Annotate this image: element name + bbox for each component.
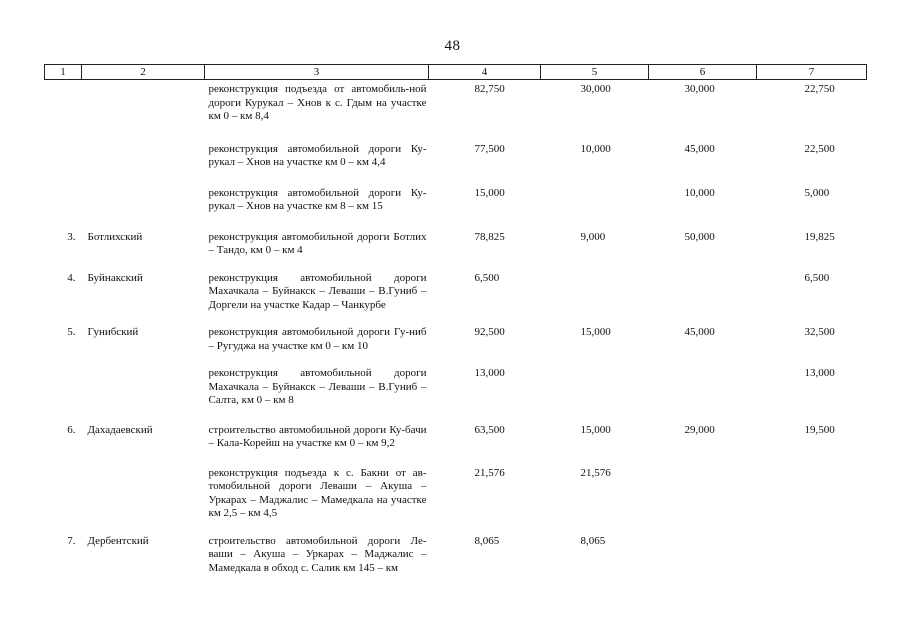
table-body <box>45 80 867 576</box>
value-col-7: 19,500 <box>804 423 835 436</box>
page-number: 48 <box>444 38 461 54</box>
value-col-7: 32,500 <box>804 326 835 338</box>
table-header <box>45 65 867 80</box>
row-number: 7. <box>67 534 76 547</box>
value-col-4: 15,000 <box>474 186 505 199</box>
project-description: реконструкция автомобильной дороги Махачкала – Буйнакск – Леваши – В.Гуниб – Доргели на участке Кадар – Чанкурбе <box>208 271 427 311</box>
column-header-6: 6 <box>649 65 757 80</box>
table-row <box>45 353 867 408</box>
district-name: Ботлихский <box>87 230 143 243</box>
column-header-4: 4 <box>429 65 541 80</box>
row-number <box>45 170 82 214</box>
column-header-3: 3 <box>205 65 429 80</box>
value-col-4: 77,500 <box>474 142 505 155</box>
value-col-5: 15,000 <box>580 326 611 338</box>
district-name: Буйнакский <box>87 271 143 284</box>
project-description: реконструкция автомобильной дороги Ку-рукал – Хнов на участке км 0 – км 4,4 <box>208 142 427 168</box>
value-col-5 <box>541 170 649 214</box>
row-number <box>45 353 82 408</box>
value-col-5: 21,576 <box>580 466 611 479</box>
value-col-4: 6,500 <box>474 271 500 284</box>
value-col-5: 30,000 <box>580 83 611 95</box>
project-description: строительство автомобильной дороги Ку-бачи – Кала-Корейш на участке км 0 – км 9,2 <box>208 423 427 449</box>
value-col-7 <box>757 451 867 521</box>
table-row <box>45 451 867 521</box>
district-name <box>82 353 205 408</box>
value-col-7: 6,500 <box>804 271 830 284</box>
funding-table <box>44 64 867 575</box>
column-header-5: 5 <box>541 65 649 80</box>
project-description: реконструкция подъезда от автомобиль-ной дороги Курукал – Хнов к с. Гдым на участке км 0 – км 8,4 <box>208 83 427 122</box>
value-col-4: 8,065 <box>474 534 500 547</box>
value-col-6: 50,000 <box>684 230 715 243</box>
row-number <box>45 80 82 124</box>
value-col-7: 22,750 <box>804 83 835 95</box>
value-col-4: 13,000 <box>474 367 505 379</box>
project-description: строительство автомобильной дороги Ле-ваши – Акуша – Уркарах – Маджалис – Мамедкала в обход с. Салик км 145 – км <box>208 534 427 574</box>
value-col-7: 22,500 <box>804 142 835 155</box>
value-col-6: 10,000 <box>684 186 715 199</box>
value-col-6: 29,000 <box>684 423 715 436</box>
value-col-5: 15,000 <box>580 423 611 436</box>
row-number: 4. <box>67 271 76 284</box>
value-col-6 <box>649 451 757 521</box>
district-name <box>82 80 205 124</box>
row-number: 5. <box>67 326 76 338</box>
value-col-7 <box>757 521 867 576</box>
project-description: реконструкция автомобильной дороги Ку-рукал – Хнов на участке км 8 – км 15 <box>208 186 427 212</box>
value-col-6 <box>649 521 757 576</box>
value-col-7: 5,000 <box>804 186 830 199</box>
project-description: реконструкция автомобильной дороги Гу-ниб – Ругуджа на участке км 0 – км 10 <box>208 326 427 352</box>
column-header-7: 7 <box>757 65 867 80</box>
value-col-5: 8,065 <box>580 534 606 547</box>
district-name <box>82 170 205 214</box>
row-number: 6. <box>67 423 76 436</box>
value-col-6: 30,000 <box>684 83 715 95</box>
value-col-4: 63,500 <box>474 423 505 436</box>
district-name <box>82 451 205 521</box>
district-name: Дербентский <box>87 534 149 547</box>
value-col-4: 21,576 <box>474 466 505 479</box>
table-row <box>45 124 867 170</box>
value-col-6 <box>649 353 757 408</box>
column-header-2: 2 <box>82 65 205 80</box>
table-row <box>45 408 867 451</box>
table-row <box>45 170 867 214</box>
value-col-5: 9,000 <box>580 230 606 243</box>
table-row <box>45 312 867 353</box>
value-col-6 <box>649 258 757 313</box>
value-col-4: 78,825 <box>474 230 505 243</box>
column-header-1: 1 <box>45 65 82 80</box>
table-row <box>45 80 867 124</box>
value-col-4: 92,500 <box>474 326 505 338</box>
project-description: реконструкция автомобильной дороги Ботлих – Тандо, км 0 – км 4 <box>208 230 427 256</box>
row-number: 3. <box>67 230 76 243</box>
table-row <box>45 521 867 576</box>
district-name: Дахадаевский <box>87 423 153 436</box>
table-row <box>45 258 867 313</box>
value-col-4: 82,750 <box>474 83 505 95</box>
district-name: Гунибский <box>87 326 139 338</box>
district-name <box>82 124 205 170</box>
value-col-7: 13,000 <box>804 367 835 379</box>
value-col-5 <box>541 353 649 408</box>
value-col-5 <box>541 258 649 313</box>
value-col-6: 45,000 <box>684 142 715 155</box>
value-col-5: 10,000 <box>580 142 611 155</box>
row-number <box>45 124 82 170</box>
header-row <box>45 65 867 80</box>
table-row <box>45 214 867 258</box>
row-number <box>45 451 82 521</box>
project-description: реконструкция автомобильной дороги Махачкала – Буйнакск – Леваши – В.Гуниб – Салта, км 0 – км 8 <box>208 367 427 406</box>
value-col-7: 19,825 <box>804 230 835 243</box>
value-col-6: 45,000 <box>684 326 715 338</box>
project-description: реконструкция подъезда к с. Бакни от ав-томобильной дороги Леваши – Акуша – Уркарах – Маджалис – Мамедкала на участке км 2,5 – км 4,5 <box>208 466 427 519</box>
